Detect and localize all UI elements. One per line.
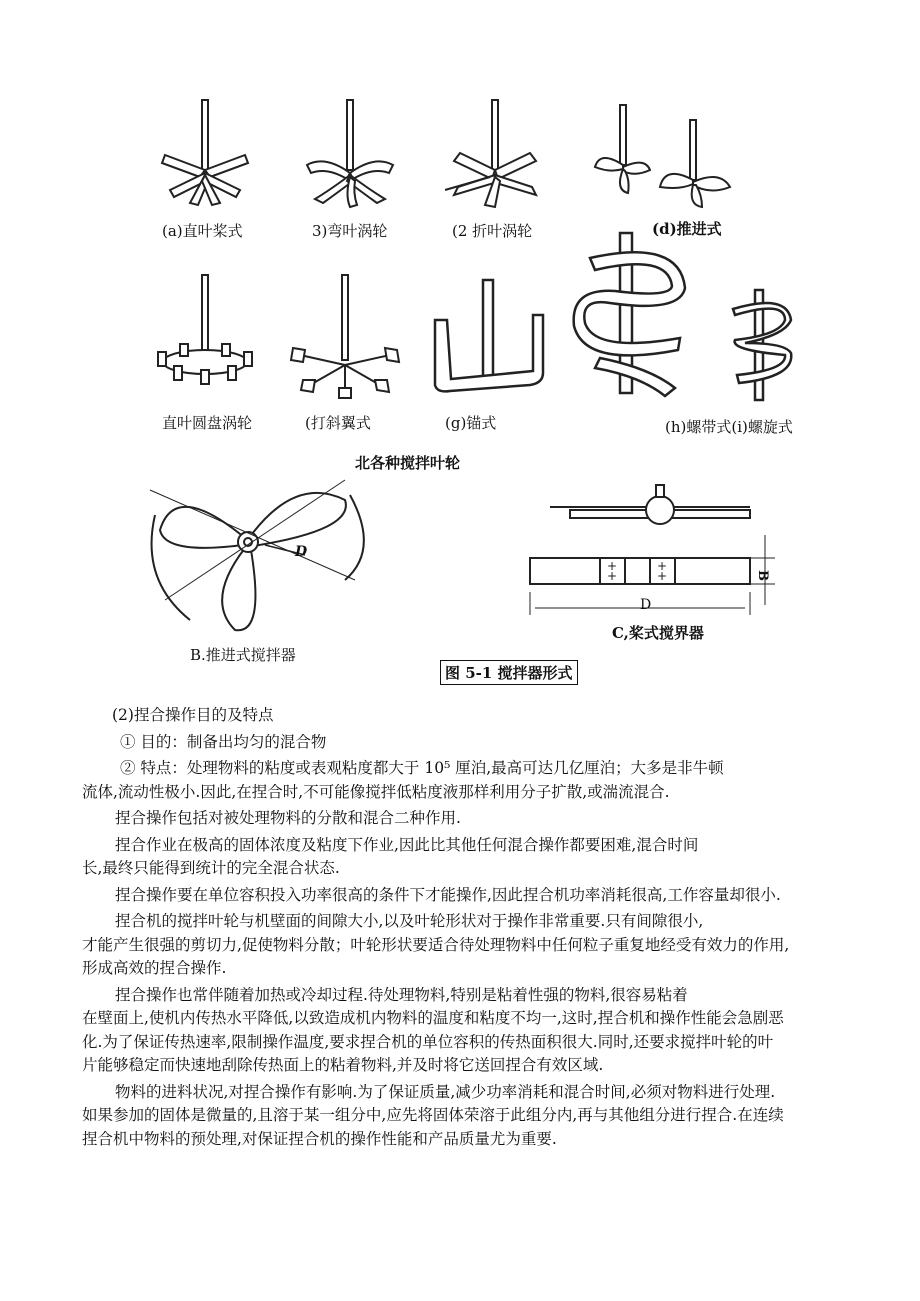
para-dispersion: 捏合操作包括对被处理物料的分散和混合二种作用. (115, 809, 461, 827)
impeller-screw-figure (725, 285, 795, 405)
para-heat-line1: 捏合操作也常伴随着加热或冷却过程.待处理物料,特别是粘着性强的物料,很容易粘着 (115, 985, 688, 1004)
propeller-dim-D: D (295, 544, 308, 560)
propeller-agitator-figure (145, 470, 375, 640)
impeller-ribbon-figure (570, 228, 700, 403)
paddle-dim-B: B (755, 570, 770, 581)
para-feed-line2: 如果参加的固体是微量的,且溶于某一组分中,应先将固体荣溶于此组分内,再与其他组分进行捏合.在连续 (82, 1106, 784, 1124)
impeller-straight-blade-figure (150, 95, 260, 215)
caption-anchor: (g)锚式 (445, 414, 497, 432)
para-clearance-line2: 才能产生很强的剪切力,促使物料分散；叶轮形状要适合待处理物料中任何粒子重复地经受有效力的作用, (82, 935, 790, 954)
svg-text:+: + (607, 559, 618, 573)
svg-text:+: + (657, 569, 668, 583)
caption-disc-turbine: 直叶圆盘涡轮 (162, 414, 253, 432)
para-clearance-line1: 捏合机的搅拌叶轮与机壁面的间隙大小,以及叶轮形状对于操作非常重要.只有间隙很小, (115, 912, 704, 930)
svg-text:+: + (657, 559, 668, 573)
figure-group-caption: 北各种搅拌叶轮 (355, 454, 461, 472)
caption-inclined-wing: (打斜翼式 (305, 414, 371, 432)
para-difficulty-line2: 长,最终只能得到统计的完全混合状态. (82, 859, 340, 877)
impeller-inclined-wing-figure (285, 270, 405, 400)
figure-title: 图 5-1 搅拌器形式 (440, 660, 578, 685)
para-clearance-line3: 形成高效的捏合操作. (82, 959, 227, 977)
section-heading: (2)捏合操作目的及特点 (112, 706, 274, 724)
caption-propeller: (d)推进式 (652, 220, 722, 238)
svg-text:+: + (607, 569, 618, 583)
caption-straight-blade: (a)直叶桨式 (162, 222, 243, 240)
impeller-curved-turbine-figure (295, 95, 405, 215)
paddle-dim-D: D (640, 597, 652, 613)
para-power: 捏合操作要在单位容积投入功率很高的条件下才能操作,因此捏合机功率消耗很高,工作容量却很小. (115, 885, 781, 904)
para-heat-line2: 在壁面上,使机内传热水平降低,以致造成机内物料的温度和粘度不均一,这时,捏合机和操作性能会急剧恶 (82, 1009, 784, 1027)
para-feed-line3: 捏合机中物料的预处理,对保证捏合机的操作性能和产品质量尤为重要. (82, 1129, 557, 1148)
caption-propeller-agitator: B.推进式搅拌器 (190, 646, 296, 664)
item-purpose: ① 目的：制备出均匀的混合物 (120, 732, 327, 751)
caption-pitched-turbine: (2 折叶涡轮 (452, 222, 533, 240)
impeller-anchor-figure (425, 275, 555, 400)
para-heat-line4: 片能够稳定而快速地刮除传热面上的粘着物料,并及时将它送回捏合有效区域. (82, 1056, 604, 1074)
impeller-propeller-figure (590, 95, 740, 215)
para-heat-line3: 化.为了保证传热速率,限制操作温度,要求捏合机的单位容积的传热面积很大.同时,还要求搅拌叶轮的叶 (82, 1032, 774, 1051)
impeller-disc-turbine-figure (150, 270, 260, 400)
item-features-line1: ② 特点：处理物料的粘度或表观粘度都大于 10⁵ 厘泊,最高可达几亿厘泊；大多是非牛顿 (120, 759, 724, 777)
caption-curved-turbine: 3)弯叶涡轮 (312, 222, 388, 240)
caption-ribbon-screw: (h)螺带式(i)螺旋式 (665, 418, 793, 436)
caption-paddle-agitator: C,桨式搅界器 (612, 624, 704, 642)
item-features-line2: 流体,流动性极小.因此,在捏合时,不可能像搅拌低粘度液那样利用分子扩散,或湍流混合. (82, 782, 670, 801)
para-difficulty-line1: 捏合作业在极高的固体浓度及粘度下作业,因此比其他任何混合操作都要困难,混合时间 (115, 835, 699, 854)
para-feed-line1: 物料的进料状况,对捏合操作有影响.为了保证质量,减少功率消耗和混合时间,必须对物料进行处理. (115, 1082, 776, 1101)
impeller-pitched-turbine-figure (440, 95, 550, 215)
